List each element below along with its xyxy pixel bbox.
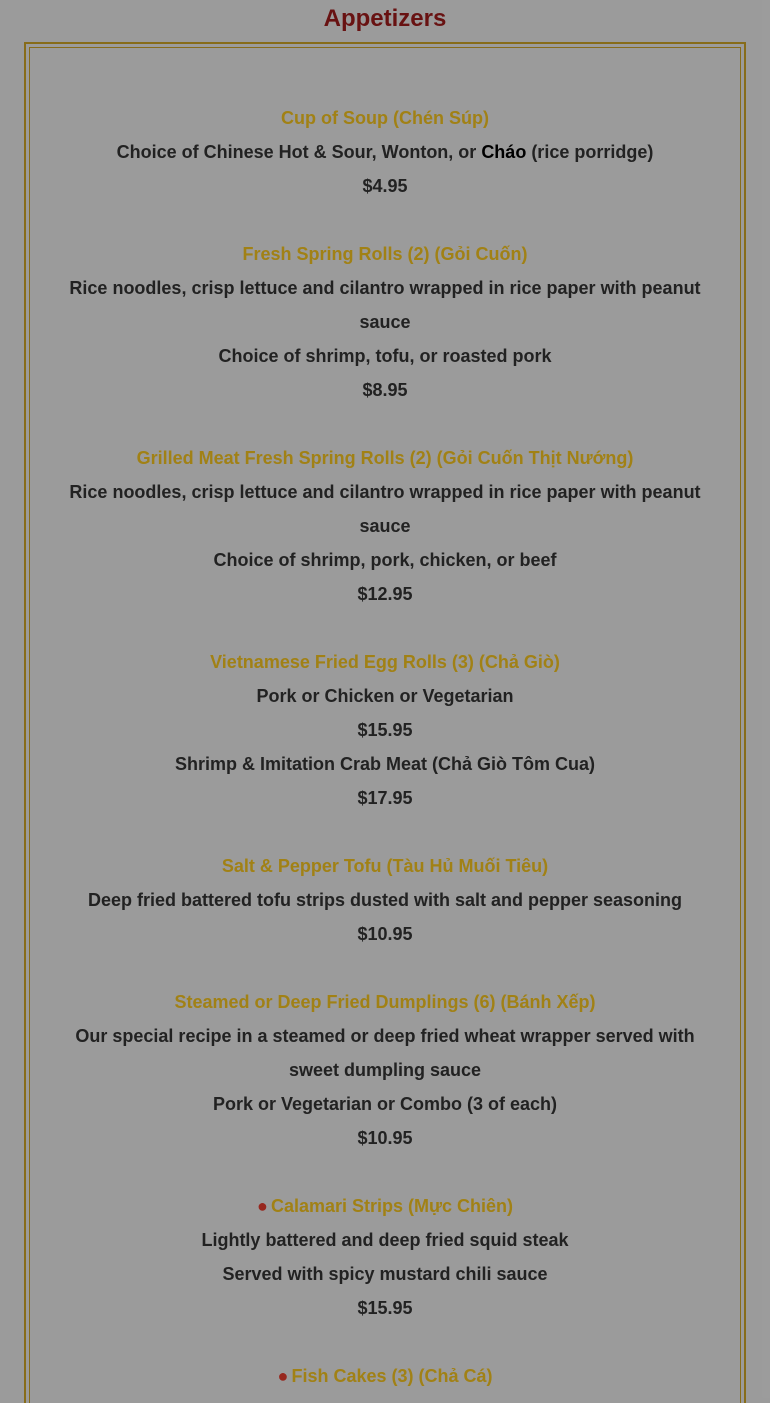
item-description: Deep fried battered tofu strips dusted with salt and pepper seasoning — [87, 890, 683, 910]
menu-item — [52, 645, 718, 815]
item-name-row — [52, 1189, 718, 1223]
menu-item — [52, 441, 718, 611]
menu-item — [52, 985, 718, 1155]
item-description-text: (rice porridge) — [526, 142, 654, 162]
menu-item — [52, 849, 718, 951]
item-price: $17.95 — [357, 788, 413, 808]
section-title: Appetizers — [323, 5, 447, 32]
item-options: Pork or Chicken or Vegetarian — [256, 686, 514, 706]
item-name: Cup of Soup (Chén Súp) — [281, 108, 489, 128]
item-name: Grilled Meat Fresh Spring Rolls (2) (Gỏi Cuốn Thịt Nướng) — [136, 448, 634, 468]
item-name: Fish Cakes (3) (Chả Cá) — [291, 1366, 493, 1386]
item-description: Rice noodles, crisp lettuce and cilantro wrapped in rice paper with peanut sauce — [69, 278, 701, 332]
chili-pepper-icon: ● — [277, 1366, 289, 1386]
item-price: $10.95 — [357, 1128, 413, 1148]
item-price: $15.95 — [357, 1298, 413, 1318]
chili-pepper-icon: ● — [256, 1196, 268, 1216]
item-price: $15.95 — [357, 720, 413, 740]
item-description — [52, 135, 718, 169]
item-options: Choice of shrimp, pork, chicken, or beef — [213, 550, 557, 570]
item-description-emphasis: Cháo — [481, 142, 527, 162]
item-description: Lightly battered and deep fried squid steak — [201, 1230, 569, 1250]
item-price: $10.95 — [357, 924, 413, 944]
menu-item — [52, 237, 718, 407]
item-name: Vietnamese Fried Egg Rolls (3) (Chả Giò) — [210, 652, 560, 672]
menu-list — [52, 101, 718, 1403]
item-price: $12.95 — [357, 584, 413, 604]
item-name-row — [52, 1359, 718, 1393]
menu-item — [52, 1189, 718, 1325]
menu-item — [52, 1359, 718, 1393]
item-description: Rice noodles, crisp lettuce and cilantro wrapped in rice paper with peanut sauce — [69, 482, 701, 536]
item-options: Served with spicy mustard chili sauce — [222, 1264, 548, 1284]
item-options: Shrimp & Imitation Crab Meat (Chả Giò Tôm Cua) — [174, 754, 596, 774]
item-price: $4.95 — [362, 176, 408, 196]
item-options: Pork or Vegetarian or Combo (3 of each) — [212, 1094, 558, 1114]
item-price: $8.95 — [362, 380, 408, 400]
item-description-text: Choice of Chinese Hot & Sour, Wonton, or — [116, 142, 482, 162]
item-name: Salt & Pepper Tofu (Tàu Hủ Muối Tiêu) — [221, 856, 549, 876]
item-name: Steamed or Deep Fried Dumplings (6) (Bánh Xếp) — [174, 992, 596, 1012]
menu-item — [52, 101, 718, 203]
item-options: Choice of shrimp, tofu, or roasted pork — [218, 346, 552, 366]
item-description: Our special recipe in a steamed or deep fried wheat wrapper served with sweet dumpling sauce — [75, 1026, 695, 1080]
item-name: Calamari Strips (Mực Chiên) — [270, 1196, 514, 1216]
item-name: Fresh Spring Rolls (2) (Gỏi Cuốn) — [242, 244, 528, 264]
